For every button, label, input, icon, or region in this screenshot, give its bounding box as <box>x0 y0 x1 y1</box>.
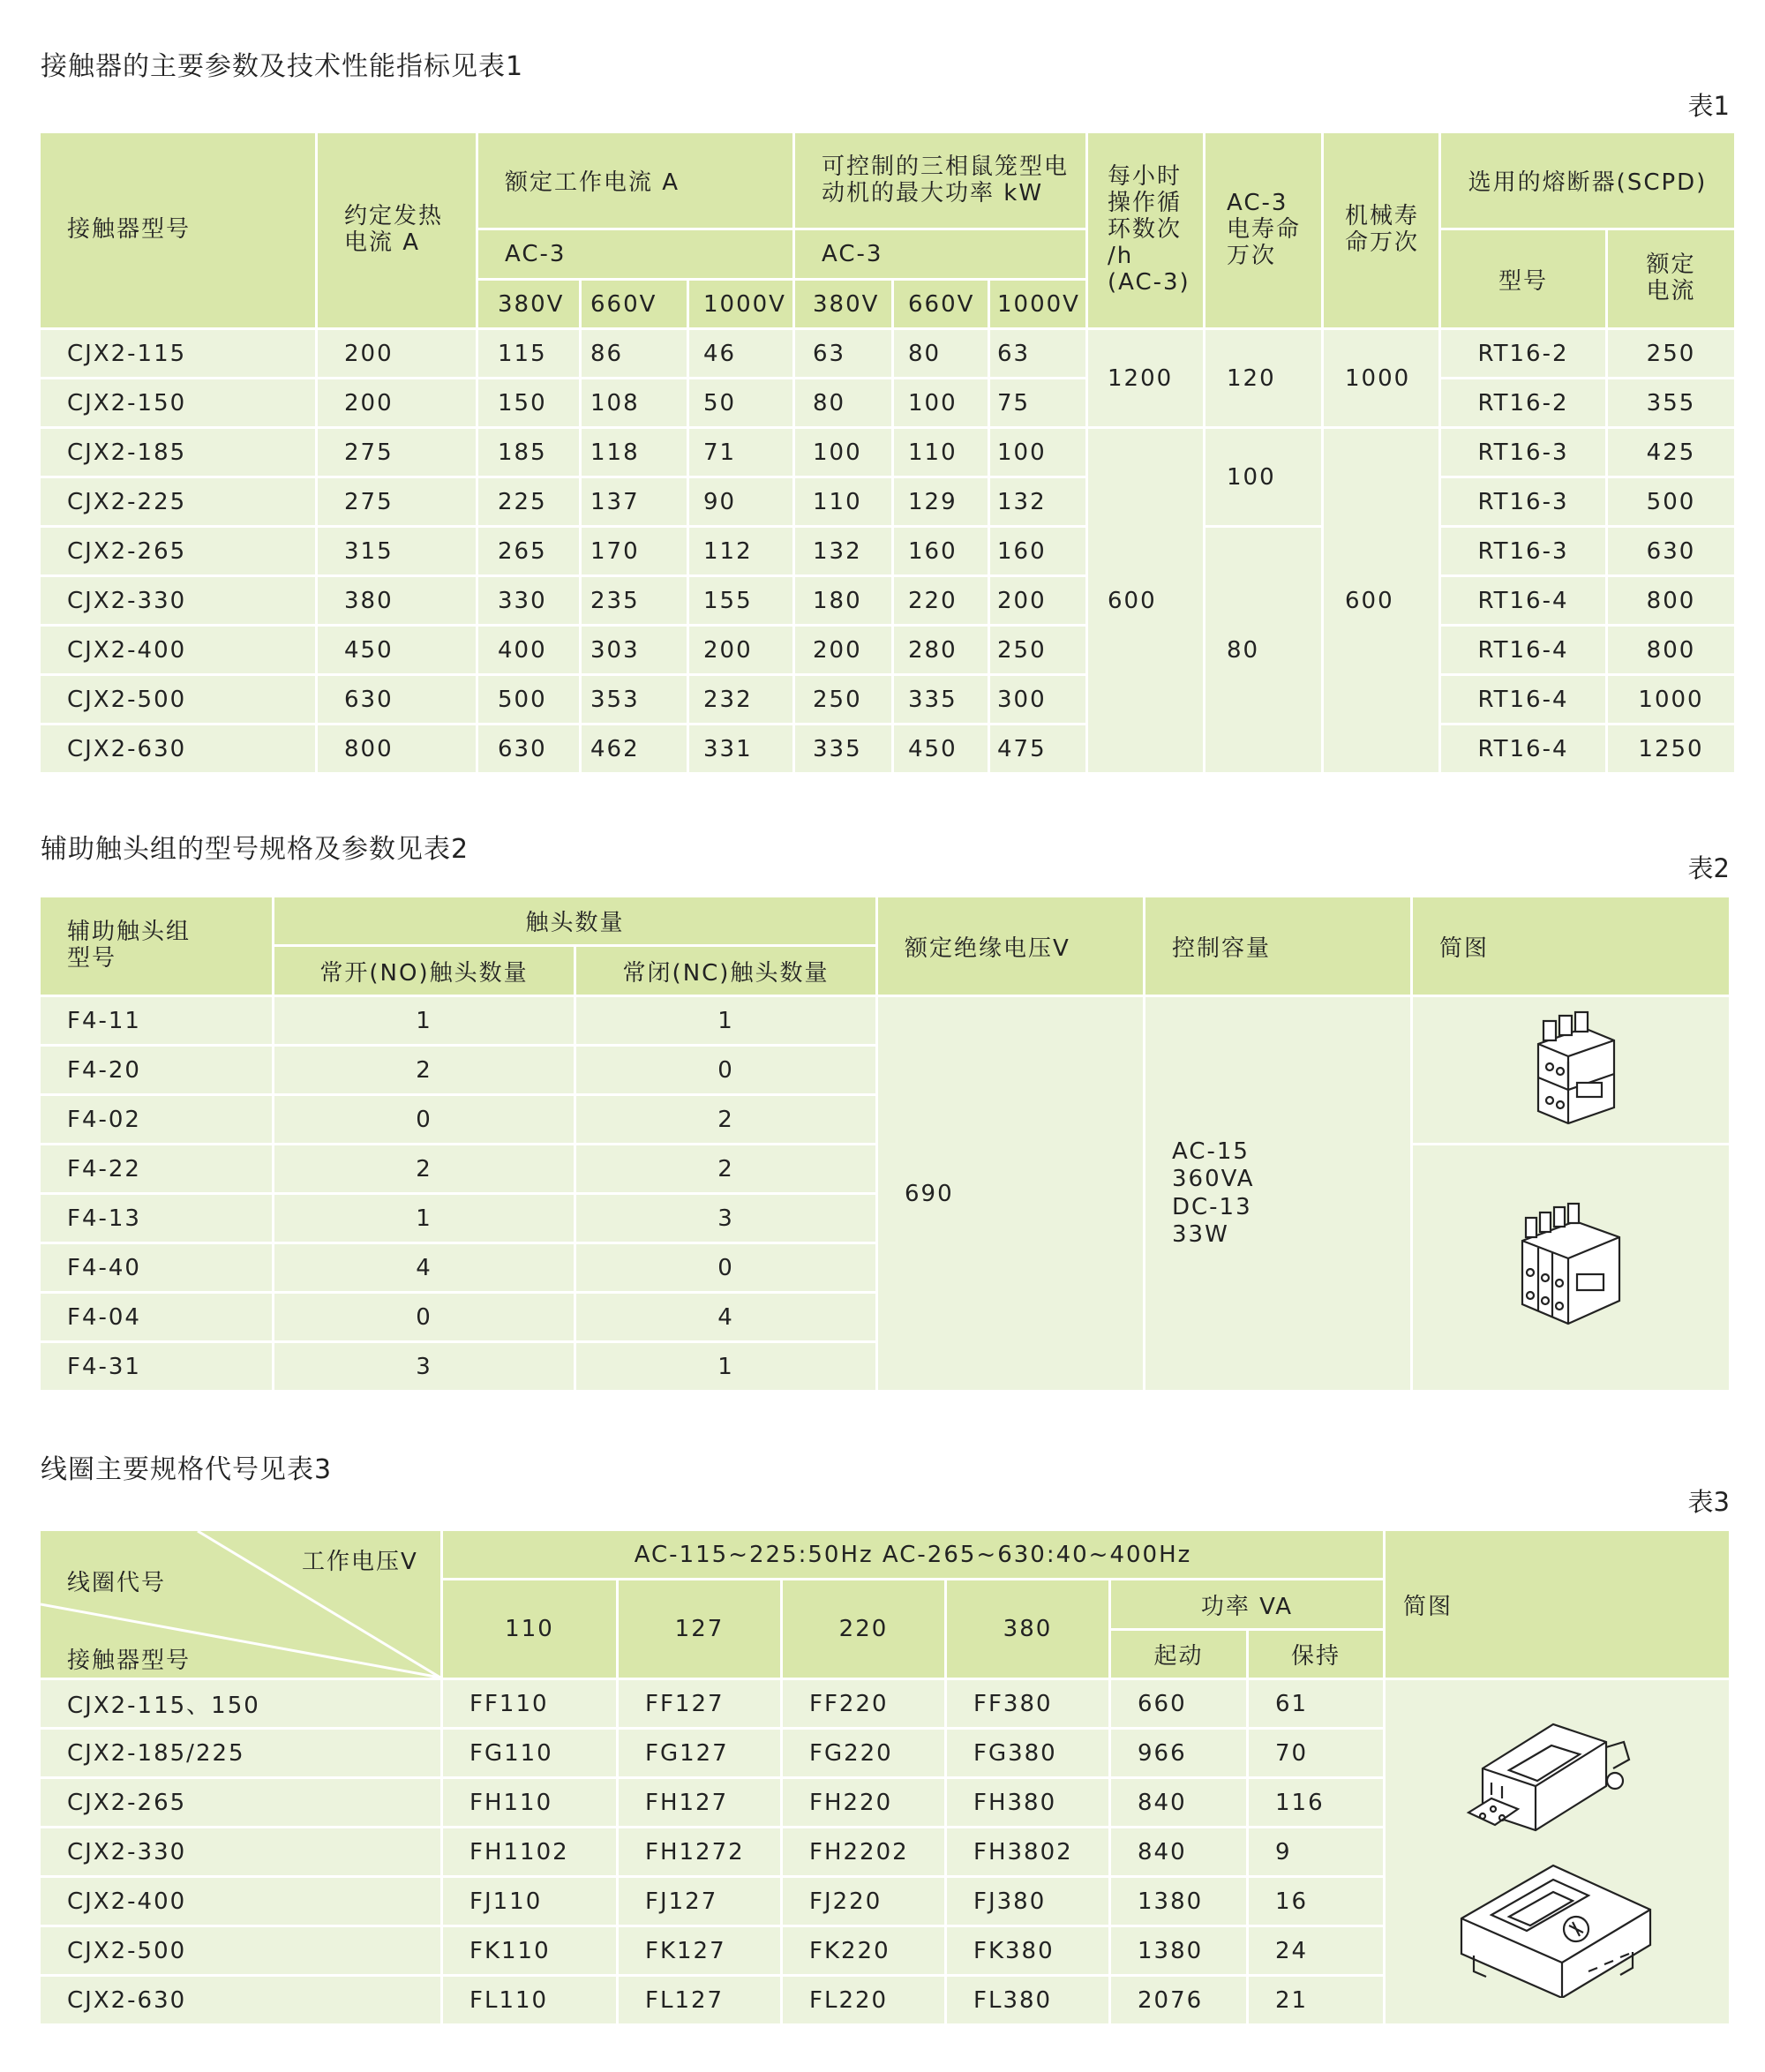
t1-cell-thermal: 275 <box>318 429 476 476</box>
t1-cell-thermal: 200 <box>318 379 476 426</box>
t1-cell-pow-380: 200 <box>795 627 891 673</box>
t1-cell-pow-380: 250 <box>795 676 891 723</box>
t3-cell-power-hold: 116 <box>1249 1779 1383 1826</box>
t3-cell-power-start: 966 <box>1111 1730 1246 1776</box>
t3-header-diagonal-cell <box>41 1531 440 1678</box>
t1-cell-cur-1000: 46 <box>689 330 792 377</box>
t1-cell-cur-380: 185 <box>478 429 579 476</box>
t1-cell-cur-660: 303 <box>582 627 687 673</box>
t3-cell-coil-380: FH380 <box>947 1779 1108 1826</box>
t3-header-110: 110 <box>443 1580 616 1678</box>
table2-tag: 表2 <box>1687 853 1730 883</box>
t1-cell-fuse-rated: 1250 <box>1608 725 1734 772</box>
t1-header-ac3-current: AC-3 <box>478 230 792 278</box>
t2-cell-nc-count: 2 <box>576 1096 875 1143</box>
t1-cell-fuse-type: RT16-3 <box>1441 478 1605 525</box>
t3-cell-coil-110: FL110 <box>443 1977 616 2023</box>
table1 <box>41 133 1726 772</box>
t1-cell-pow-1000: 75 <box>990 379 1085 426</box>
t1-cell-cur-660: 108 <box>582 379 687 426</box>
t3-cell-coil-127: FK127 <box>619 1927 780 1974</box>
t1-cell-pow-660: 129 <box>894 478 988 525</box>
t3-cell-coil-220: FK220 <box>783 1927 944 1974</box>
t1-cell-thermal: 380 <box>318 577 476 624</box>
t1-cell-model: CJX2-185 <box>41 429 315 476</box>
t1-cell-model: CJX2-330 <box>41 577 315 624</box>
t1-header-fuse-type: 型号 <box>1441 230 1605 327</box>
t3-cell-coil-127: FG127 <box>619 1730 780 1776</box>
t1-header-model: 接触器型号 <box>41 133 315 327</box>
t2-cell-no-count: 2 <box>274 1145 574 1192</box>
t1-cell-thermal: 800 <box>318 725 476 772</box>
t2-cell-no-count: 2 <box>274 1047 574 1093</box>
t2-header-contacts: 触头数量 <box>274 897 875 944</box>
t2-header-insulation: 额定绝缘电压V <box>878 897 1143 995</box>
t2-cell-no-count: 3 <box>274 1343 574 1390</box>
t1-cell-pow-380: 180 <box>795 577 891 624</box>
t1-cell-cur-380: 630 <box>478 725 579 772</box>
t1-header-fuse: 选用的熔断器(SCPD) <box>1441 133 1734 228</box>
t3-cell-coil-380: FG380 <box>947 1730 1108 1776</box>
t1-cell-cur-380: 330 <box>478 577 579 624</box>
t2-cell-model: F4-02 <box>41 1096 272 1143</box>
t3-cell-power-hold: 21 <box>1249 1977 1383 2023</box>
t3-cell-coil-380: FH3802 <box>947 1828 1108 1875</box>
table2-title: 辅助触头组的型号规格及参数见表2 <box>41 834 469 865</box>
t1-cell-pow-660: 160 <box>894 528 988 574</box>
t2-cell-model: F4-31 <box>41 1343 272 1390</box>
t1-cell-fuse-type: RT16-2 <box>1441 330 1605 377</box>
t1-mech-1000: 1000 <box>1324 330 1438 426</box>
t1-cell-cur-1000: 200 <box>689 627 792 673</box>
t1-cell-cur-660: 235 <box>582 577 687 624</box>
t1-cycles-600: 600 <box>1088 429 1203 772</box>
t3-cell-power-start: 1380 <box>1111 1878 1246 1925</box>
t1-cell-cur-660: 137 <box>582 478 687 525</box>
t1-cell-thermal: 275 <box>318 478 476 525</box>
t3-cell-coil-127: FL127 <box>619 1977 780 2023</box>
t1-header-660v-b: 660V <box>894 281 988 327</box>
t3-cell-coil-127: FH1272 <box>619 1828 780 1875</box>
t1-life-120: 120 <box>1205 330 1321 426</box>
table1-title: 接触器的主要参数及技术性能指标见表1 <box>41 51 524 82</box>
t1-header-1000v-a: 1000V <box>689 281 792 327</box>
table3-title: 线圈主要规格代号见表3 <box>41 1454 333 1485</box>
t3-cell-power-hold: 70 <box>1249 1730 1383 1776</box>
t3-cell-coil-110: FG110 <box>443 1730 616 1776</box>
t3-header-voltage: 工作电压V <box>302 1549 418 1575</box>
t1-header-thermal: 约定发热 电流 A <box>318 133 476 327</box>
t1-cycles-1200: 1200 <box>1088 330 1203 426</box>
t2-cell-nc-count: 4 <box>576 1294 875 1340</box>
t1-header-380v-a: 380V <box>478 281 579 327</box>
t1-cell-pow-660: 280 <box>894 627 988 673</box>
t3-header-127: 127 <box>619 1580 780 1678</box>
t3-header-start: 起动 <box>1111 1631 1246 1678</box>
t1-cell-fuse-type: RT16-2 <box>1441 379 1605 426</box>
t2-header-model: 辅助触头组 型号 <box>41 897 272 995</box>
t3-cell-model: CJX2-265 <box>41 1779 440 1826</box>
t1-header-max-power: 可控制的三相鼠笼型电 动机的最大功率 kW <box>795 133 1085 228</box>
t2-cell-model: F4-13 <box>41 1195 272 1242</box>
t1-cell-cur-1000: 155 <box>689 577 792 624</box>
table2 <box>41 897 1726 1390</box>
t3-cell-coil-110: FH110 <box>443 1779 616 1826</box>
t2-cell-no-count: 0 <box>274 1096 574 1143</box>
t3-cell-power-hold: 24 <box>1249 1927 1383 1974</box>
t3-cell-power-hold: 61 <box>1249 1680 1383 1727</box>
t1-cell-fuse-rated: 630 <box>1608 528 1734 574</box>
t3-cell-power-hold: 9 <box>1249 1828 1383 1875</box>
t1-cell-pow-660: 110 <box>894 429 988 476</box>
t2-cell-model: F4-22 <box>41 1145 272 1192</box>
t2-cell-model: F4-11 <box>41 997 272 1044</box>
t1-header-1000v-b: 1000V <box>990 281 1085 327</box>
t3-cell-coil-110: FH1102 <box>443 1828 616 1875</box>
t3-cell-coil-380: FJ380 <box>947 1878 1108 1925</box>
t3-cell-model: CJX2-630 <box>41 1977 440 2023</box>
t1-cell-fuse-type: RT16-4 <box>1441 725 1605 772</box>
t1-cell-pow-380: 63 <box>795 330 891 377</box>
t1-cell-pow-1000: 132 <box>990 478 1085 525</box>
t1-header-380v-b: 380V <box>795 281 891 327</box>
t1-header-fuse-rated: 额定 电流 <box>1608 230 1734 327</box>
t1-cell-fuse-rated: 355 <box>1608 379 1734 426</box>
t1-cell-fuse-type: RT16-3 <box>1441 429 1605 476</box>
t2-cell-model: F4-20 <box>41 1047 272 1093</box>
t1-cell-cur-380: 400 <box>478 627 579 673</box>
t2-cell-nc-count: 1 <box>576 997 875 1044</box>
t1-cell-cur-1000: 232 <box>689 676 792 723</box>
t1-cell-fuse-rated: 500 <box>1608 478 1734 525</box>
t1-cell-cur-1000: 50 <box>689 379 792 426</box>
aux-contact-2pole-diagram <box>1413 997 1729 1143</box>
t3-cell-coil-110: FJ110 <box>443 1878 616 1925</box>
t1-cell-model: CJX2-400 <box>41 627 315 673</box>
t3-cell-model: CJX2-115、150 <box>41 1680 440 1727</box>
t1-cell-fuse-rated: 250 <box>1608 330 1734 377</box>
aux-contact-4pole-diagram <box>1413 1145 1729 1390</box>
t1-header-660v-a: 660V <box>582 281 687 327</box>
t1-cell-cur-660: 462 <box>582 725 687 772</box>
t2-header-nc: 常闭(NC)触头数量 <box>576 947 875 995</box>
t3-cell-power-start: 2076 <box>1111 1977 1246 2023</box>
t1-cell-cur-660: 86 <box>582 330 687 377</box>
t3-cell-coil-380: FK380 <box>947 1927 1108 1974</box>
t1-cell-cur-380: 115 <box>478 330 579 377</box>
t1-cell-model: CJX2-115 <box>41 330 315 377</box>
t1-cell-model: CJX2-150 <box>41 379 315 426</box>
t1-cell-pow-660: 220 <box>894 577 988 624</box>
t1-cell-thermal: 200 <box>318 330 476 377</box>
t3-cell-coil-220: FF220 <box>783 1680 944 1727</box>
t1-header-rated-current: 额定工作电流 A <box>478 133 792 228</box>
t3-cell-power-start: 840 <box>1111 1779 1246 1826</box>
t3-header-220: 220 <box>783 1580 944 1678</box>
t1-cell-pow-1000: 63 <box>990 330 1085 377</box>
t1-cell-pow-1000: 160 <box>990 528 1085 574</box>
table1-tag: 表1 <box>1687 91 1730 121</box>
t3-cell-coil-220: FL220 <box>783 1977 944 2023</box>
t1-life-100: 100 <box>1205 429 1321 525</box>
table3 <box>41 1531 1726 2023</box>
t1-cell-pow-660: 80 <box>894 330 988 377</box>
t1-cell-thermal: 315 <box>318 528 476 574</box>
t3-cell-coil-127: FH127 <box>619 1779 780 1826</box>
t1-cell-model: CJX2-630 <box>41 725 315 772</box>
t1-header-elec-life: AC-3 电寿命 万次 <box>1205 133 1321 327</box>
t1-header-cycles: 每小时 操作循 环数次 /h (AC-3) <box>1088 133 1203 327</box>
t3-header-380: 380 <box>947 1580 1108 1678</box>
t3-cell-coil-110: FK110 <box>443 1927 616 1974</box>
t3-cell-model: CJX2-185/225 <box>41 1730 440 1776</box>
t1-cell-cur-1000: 71 <box>689 429 792 476</box>
t1-cell-fuse-type: RT16-4 <box>1441 627 1605 673</box>
t2-header-capacity: 控制容量 <box>1145 897 1410 995</box>
t1-cell-pow-380: 335 <box>795 725 891 772</box>
t1-cell-cur-380: 500 <box>478 676 579 723</box>
t3-header-diagram: 简图 <box>1386 1531 1729 1678</box>
t1-cell-fuse-rated: 800 <box>1608 627 1734 673</box>
t1-mech-600: 600 <box>1324 429 1438 772</box>
t3-cell-coil-380: FF380 <box>947 1680 1108 1727</box>
t3-cell-power-start: 660 <box>1111 1680 1246 1727</box>
t3-header-hold: 保持 <box>1249 1631 1383 1678</box>
t1-cell-pow-660: 335 <box>894 676 988 723</box>
t1-cell-model: CJX2-500 <box>41 676 315 723</box>
t1-cell-fuse-rated: 800 <box>1608 577 1734 624</box>
t1-cell-model: CJX2-265 <box>41 528 315 574</box>
t1-cell-pow-1000: 475 <box>990 725 1085 772</box>
t3-cell-coil-127: FF127 <box>619 1680 780 1727</box>
t1-cell-pow-1000: 200 <box>990 577 1085 624</box>
t3-cell-model: CJX2-400 <box>41 1878 440 1925</box>
t1-life-80: 80 <box>1205 528 1321 772</box>
t1-cell-pow-1000: 100 <box>990 429 1085 476</box>
t1-cell-thermal: 450 <box>318 627 476 673</box>
t3-header-freq: AC-115~225:50Hz AC-265~630:40~400Hz <box>443 1531 1383 1578</box>
t3-cell-coil-220: FH2202 <box>783 1828 944 1875</box>
t1-cell-pow-660: 450 <box>894 725 988 772</box>
t1-cell-cur-1000: 112 <box>689 528 792 574</box>
t1-cell-cur-1000: 331 <box>689 725 792 772</box>
t1-cell-pow-1000: 300 <box>990 676 1085 723</box>
t1-cell-pow-380: 100 <box>795 429 891 476</box>
t2-capacity-value: AC-15 360VA DC-13 33W <box>1145 997 1410 1390</box>
t1-cell-cur-380: 225 <box>478 478 579 525</box>
t3-cell-coil-110: FF110 <box>443 1680 616 1727</box>
t1-cell-pow-380: 110 <box>795 478 891 525</box>
t2-insulation-value: 690 <box>878 997 1143 1390</box>
t1-cell-cur-660: 170 <box>582 528 687 574</box>
t2-header-no: 常开(NO)触头数量 <box>274 947 574 995</box>
t2-cell-nc-count: 0 <box>576 1047 875 1093</box>
t3-cell-power-start: 1380 <box>1111 1927 1246 1974</box>
t1-cell-cur-380: 265 <box>478 528 579 574</box>
t1-cell-fuse-rated: 1000 <box>1608 676 1734 723</box>
t1-cell-fuse-type: RT16-4 <box>1441 577 1605 624</box>
t1-cell-model: CJX2-225 <box>41 478 315 525</box>
t2-cell-no-count: 1 <box>274 1195 574 1242</box>
t3-cell-model: CJX2-330 <box>41 1828 440 1875</box>
t3-header-coil: 线圈代号 <box>67 1570 167 1596</box>
t1-cell-cur-660: 118 <box>582 429 687 476</box>
t2-cell-model: F4-40 <box>41 1244 272 1291</box>
t1-cell-pow-1000: 250 <box>990 627 1085 673</box>
t2-cell-nc-count: 0 <box>576 1244 875 1291</box>
t2-cell-no-count: 4 <box>274 1244 574 1291</box>
t3-cell-coil-380: FL380 <box>947 1977 1108 2023</box>
t1-cell-cur-380: 150 <box>478 379 579 426</box>
t1-header-ac3-power: AC-3 <box>795 230 1085 278</box>
t1-header-mech-life: 机械寿 命万次 <box>1324 133 1438 327</box>
t3-cell-coil-220: FH220 <box>783 1779 944 1826</box>
t3-header-model: 接触器型号 <box>67 1648 192 1674</box>
t1-cell-cur-1000: 90 <box>689 478 792 525</box>
t1-cell-fuse-rated: 425 <box>1608 429 1734 476</box>
t1-cell-fuse-type: RT16-4 <box>1441 676 1605 723</box>
t1-cell-pow-380: 80 <box>795 379 891 426</box>
t1-cell-thermal: 630 <box>318 676 476 723</box>
t1-cell-fuse-type: RT16-3 <box>1441 528 1605 574</box>
table3-tag: 表3 <box>1687 1487 1730 1517</box>
t3-cell-model: CJX2-500 <box>41 1927 440 1974</box>
t3-header-power: 功率 VA <box>1111 1580 1383 1628</box>
t3-cell-power-start: 840 <box>1111 1828 1246 1875</box>
t3-cell-coil-220: FJ220 <box>783 1878 944 1925</box>
t2-header-diagram: 简图 <box>1413 897 1729 995</box>
coil-assembly-diagram <box>1386 1680 1729 2023</box>
t1-cell-pow-660: 100 <box>894 379 988 426</box>
t2-cell-nc-count: 3 <box>576 1195 875 1242</box>
t3-cell-coil-220: FG220 <box>783 1730 944 1776</box>
t2-cell-model: F4-04 <box>41 1294 272 1340</box>
t3-cell-coil-127: FJ127 <box>619 1878 780 1925</box>
t2-cell-nc-count: 2 <box>576 1145 875 1192</box>
t1-cell-pow-380: 132 <box>795 528 891 574</box>
t1-cell-cur-660: 353 <box>582 676 687 723</box>
t3-cell-power-hold: 16 <box>1249 1878 1383 1925</box>
t2-cell-nc-count: 1 <box>576 1343 875 1390</box>
t2-cell-no-count: 0 <box>274 1294 574 1340</box>
t2-cell-no-count: 1 <box>274 997 574 1044</box>
